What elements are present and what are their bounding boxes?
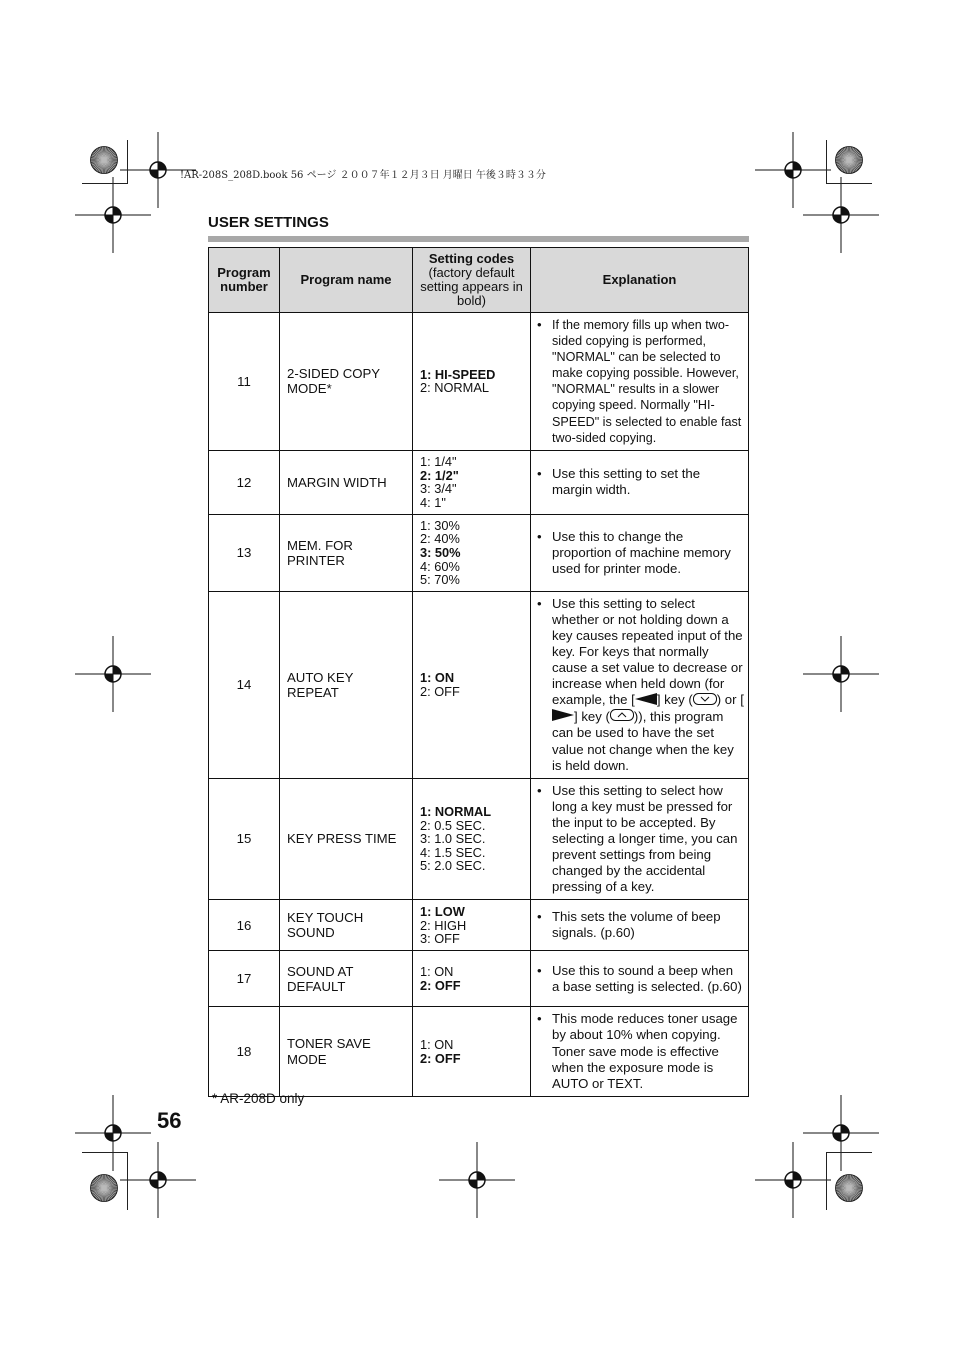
program-number: 16 <box>209 900 280 951</box>
table-row <box>209 900 749 951</box>
program-name: 2-SIDED COPY MODE* <box>280 313 413 451</box>
section-title: USER SETTINGS <box>208 214 329 231</box>
header-program-number: Program number <box>209 248 280 313</box>
setting-code: 2: 1/2" <box>420 467 459 483</box>
setting-code: 4: 1" <box>420 494 446 510</box>
crop-line <box>826 1152 827 1210</box>
program-number: 11 <box>209 313 280 451</box>
explanation-text: Use this to change the proportion of machine memory used for printer mode. <box>552 528 731 576</box>
up-key-icon <box>610 709 634 725</box>
setting-code: 3: 3/4" <box>420 481 457 497</box>
setting-codes <box>413 900 531 951</box>
bullet: • <box>537 1011 542 1027</box>
explanation <box>531 450 749 514</box>
bullet: • <box>537 782 542 798</box>
table-row <box>209 450 749 514</box>
table-row <box>209 591 749 778</box>
registration-target-icon <box>73 175 153 255</box>
setting-code: 2: NORMAL <box>420 380 489 396</box>
table-header-row <box>209 248 749 313</box>
program-number: 18 <box>209 1007 280 1096</box>
setting-code: 2: 0.5 SEC. <box>420 817 486 833</box>
program-number: 13 <box>209 514 280 591</box>
color-wheel-icon <box>834 1173 864 1203</box>
header-setting-codes <box>413 248 531 313</box>
setting-code: 2: OFF <box>420 683 460 699</box>
table-row <box>209 514 749 591</box>
left-arrow-key-icon <box>635 693 657 709</box>
bullet: • <box>537 909 542 925</box>
crop-line <box>826 140 827 184</box>
crop-line <box>82 1152 128 1153</box>
setting-code: 1: ON <box>420 670 455 686</box>
setting-codes <box>413 514 531 591</box>
crop-line <box>826 1152 872 1153</box>
crop-line <box>82 183 128 184</box>
explanation <box>531 1007 749 1096</box>
setting-codes <box>413 313 531 451</box>
explanation-text: Use this setting to select how long a key must be pressed for the input to be accepted. By selecting a longer time, you can prevent settings from being changed by the accidental pressing of a key. <box>552 782 738 895</box>
right-arrow-key-icon <box>552 709 574 725</box>
header-explanation: Explanation <box>531 248 749 313</box>
footnote: * AR-208D only <box>212 1091 305 1106</box>
registration-target-icon <box>753 1140 833 1220</box>
explanation <box>531 951 749 1007</box>
table-row <box>209 1007 749 1096</box>
table-row <box>209 778 749 900</box>
settings-table <box>208 247 749 1097</box>
program-name: MARGIN WIDTH <box>280 450 413 514</box>
setting-codes <box>413 778 531 900</box>
setting-code: 4: 60% <box>420 558 460 574</box>
setting-code: 3: 1.0 SEC. <box>420 831 486 847</box>
setting-code: 3: 50% <box>420 544 461 560</box>
registration-target-icon <box>73 634 153 714</box>
explanation <box>531 778 749 900</box>
bullet: • <box>537 528 542 544</box>
setting-codes <box>413 951 531 1007</box>
setting-codes-title: Setting codes <box>428 251 515 267</box>
program-name: TONER SAVE MODE <box>280 1007 413 1096</box>
program-number: 17 <box>209 951 280 1007</box>
setting-codes <box>413 1007 531 1096</box>
header-program-name: Program name <box>280 248 413 313</box>
setting-codes <box>413 450 531 514</box>
color-wheel-icon <box>834 145 864 175</box>
program-name: KEY PRESS TIME <box>280 778 413 900</box>
explanation-text: Use this to sound a beep when a base setting is selected. (p.60) <box>552 962 742 994</box>
setting-code: 2: HIGH <box>420 917 467 933</box>
explanation-text: Use this setting to set the margin width. <box>552 466 701 498</box>
explanation-text: If the memory fills up when two-sided copying is performed, "NORMAL" can be selected to make copying possible. However, "NORMAL" results in a slower copying speed. Normally "HI-SPEED" is selected to enable fast two-sided copying. <box>552 318 742 445</box>
setting-code: 3: OFF <box>420 931 460 947</box>
setting-code: 5: 70% <box>420 572 460 588</box>
program-number: 15 <box>209 778 280 900</box>
explanation <box>531 514 749 591</box>
setting-code: 1: 1/4" <box>420 454 457 470</box>
setting-code: 2: OFF <box>420 977 461 993</box>
color-wheel-icon <box>89 145 119 175</box>
program-name: KEY TOUCH SOUND <box>280 900 413 951</box>
program-name: MEM. FOR PRINTER <box>280 514 413 591</box>
setting-codes-note: (factory default setting appears in bold) <box>420 265 523 308</box>
page-number: 56 <box>157 1108 182 1133</box>
crop-line <box>826 183 872 184</box>
print-header: !AR-208S_208D.book 56 ページ ２００７年１２月３日 月曜日 午後３時３３分 <box>180 170 546 181</box>
explanation-text: Use this setting to select whether or not holding down a key causes repeated input of the key. For keys that normally cause a set value to decrease or increase when held down (for example, the [ ] key ( ) or [] key ( )), this program can be used to have the set value not change when the key is held down. <box>552 595 744 773</box>
crop-line <box>127 140 128 184</box>
setting-code: 2: 40% <box>420 531 460 547</box>
explanation <box>531 900 749 951</box>
registration-target-icon <box>118 1140 198 1220</box>
program-number: 14 <box>209 591 280 778</box>
bullet: • <box>537 466 542 482</box>
registration-target-icon <box>801 634 881 714</box>
explanation <box>531 591 749 778</box>
color-wheel-icon <box>89 1173 119 1203</box>
program-name: AUTO KEY REPEAT <box>280 591 413 778</box>
title-rule <box>208 236 749 242</box>
down-key-icon <box>693 693 717 709</box>
bullet: • <box>537 962 542 978</box>
program-number: 12 <box>209 450 280 514</box>
registration-target-icon <box>437 1140 517 1220</box>
setting-code: 1: HI-SPEED <box>420 366 496 382</box>
setting-code: 1: ON <box>420 964 454 980</box>
explanation-text: This mode reduces toner usage by about 10% when copying. Toner save mode is effective when the exposure mode is AUTO or TEXT. <box>552 1011 738 1091</box>
setting-code: 5: 2.0 SEC. <box>420 858 486 874</box>
setting-code: 4: 1.5 SEC. <box>420 844 486 860</box>
explanation-text: This sets the volume of beep signals. (p.60) <box>552 909 721 941</box>
program-name: SOUND AT DEFAULT <box>280 951 413 1007</box>
table-row <box>209 951 749 1007</box>
bullet: • <box>537 317 542 332</box>
setting-code: 1: LOW <box>420 904 465 920</box>
explanation <box>531 313 749 451</box>
setting-codes <box>413 591 531 778</box>
table-row <box>209 313 749 451</box>
registration-target-icon <box>801 175 881 255</box>
setting-code: 2: OFF <box>420 1050 461 1066</box>
setting-code: 1: 30% <box>420 517 460 533</box>
crop-line <box>127 1152 128 1210</box>
setting-code: 1: ON <box>420 1037 454 1053</box>
setting-code: 1: NORMAL <box>420 804 492 820</box>
bullet: • <box>537 595 542 611</box>
